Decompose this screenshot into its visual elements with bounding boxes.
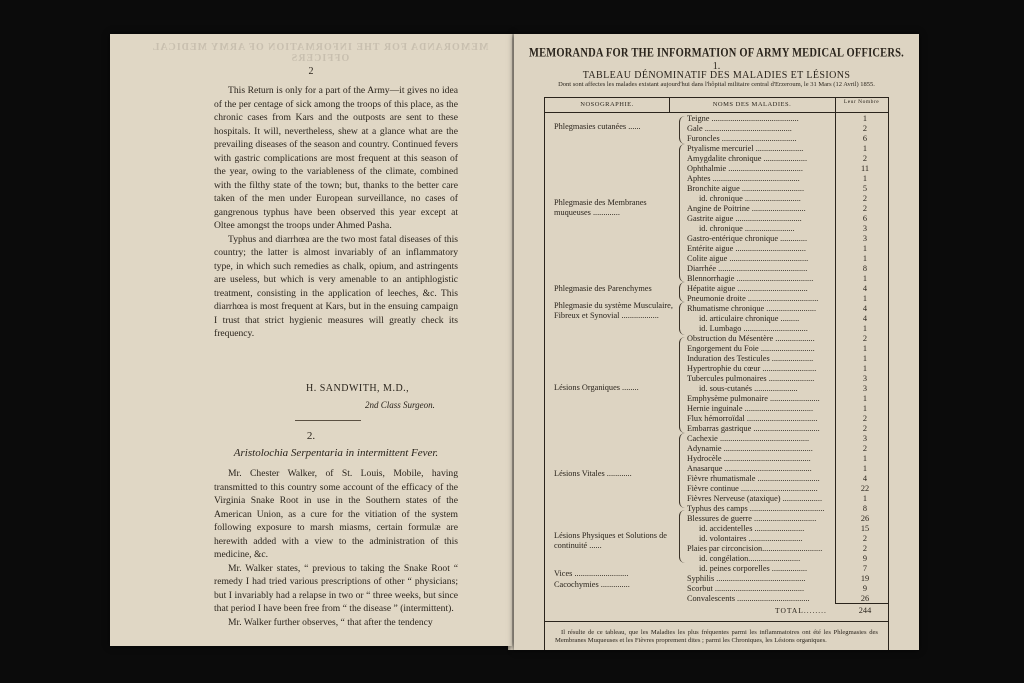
body-text-bottom [214,467,458,629]
left-page [110,34,512,646]
disease-count: 3 [862,224,868,233]
table-note: Dont sont affectes les malades existant aujourd'hui dans l'hôpital militaire central d'Erzeroum, le 31 Mars (12 Avril) 1855. [558,81,875,88]
disease-count: 2 [862,194,868,203]
disease-count: 2 [862,544,868,553]
disease-name: Typhus des camps .................................... [687,504,825,513]
disease-count: 5 [862,184,868,193]
disease-name: Gastrite aigue ................................ [687,214,802,223]
disease-name: Adynamie ........................................... [687,444,813,453]
category-label: Cacochymies .............. [554,580,630,589]
disease-name: Ophthalmie .................................... [687,164,803,173]
disease-count: 1 [862,464,868,473]
disease-name: Angine de Poitrine .......................... [687,204,806,213]
disease-name: Bronchite aigue .............................. [687,184,805,193]
disease-name: Gastro-entérique chronique ............. [687,234,808,243]
category-label: Phlegmasie des Membranes muqueuses ............. [554,198,647,217]
disease-name: Blennorrhagie ..................................... [687,274,814,283]
disease-count: 26 [860,594,870,603]
disease-count: 26 [860,514,870,523]
category-label: Lésions Organiques ........ [554,383,639,392]
disease-name: Hydrocèle .......................................... [687,454,811,463]
page-number: 2 [308,66,314,77]
paragraph: Mr. Walker further observes, “ that after the tendency [228,616,433,628]
disease-name: id. accidentelles ........................ [699,524,805,533]
disease-name: Syphilis ........................................... [687,574,806,583]
disease-count: 6 [862,214,868,223]
header-nombre: Leur Nombre [835,98,888,113]
disease-count: 2 [862,204,868,213]
category-brace [679,337,685,433]
disease-count: 7 [862,564,868,573]
disease-count: 1 [862,114,868,123]
disease-name: Anasarque .......................................... [687,464,812,473]
signature-title: 2nd Class Surgeon. [365,400,435,410]
disease-count: 1 [862,244,868,253]
disease-name: Blessures de guerre .............................. [687,514,817,523]
category-label: Lésions Physiques et Solutions de continuité ...... [554,531,667,550]
disease-count: 2 [862,124,868,133]
disease-count: 6 [862,134,868,143]
body-text-top [214,84,458,341]
header-nosographie: NOSOGRAPHIE. [545,98,669,113]
paragraph: Mr. Chester Walker, of St. Louis, Mobile, having transmitted to this country some account of the efficacy of the Virginia Snake Root in use in the Southern states of the American Union, as a cure for the vitiation of the system following exposure to marsh miasms, certain formulæ are herewith added with a view to the administration of this medicine, &c. [214,468,458,560]
section-number: 2. [306,430,316,442]
category-label: Phlegmasie du système Musculaire, Fibreux et Synovial .................. [554,301,673,320]
disease-count: 19 [860,574,870,583]
disease-name: Amygdalite chronique ..................... [687,154,808,163]
category-brace [679,302,685,335]
disease-name: Gale .......................................... [687,124,792,133]
disease-name: Hypertrophie du cœur .......................... [687,364,817,373]
disease-count: 1 [862,404,868,413]
disease-name: Colite aigue ...................................... [687,254,809,263]
disease-count: 22 [860,484,870,493]
disease-count: 9 [862,584,868,593]
disease-name: Induration des Testicules .................... [687,354,814,363]
disease-name: Pneumonie droite .................................. [687,294,819,303]
disease-count: 2 [862,444,868,453]
disease-count: 4 [862,474,868,483]
divider [295,420,361,421]
disease-count: 1 [862,354,868,363]
disease-name: id. peines corporelles ................. [699,564,808,573]
disease-name: Engorgement du Foie .......................... [687,344,815,353]
disease-name: id. sous-cutanés ..................... [699,384,798,393]
disease-count: 8 [862,504,868,513]
category-brace [679,282,685,302]
disease-name: id. articulaire chronique ......... [699,314,800,323]
disease-count: 1 [862,174,868,183]
disease-name: Cachexie ........................................... [687,434,810,443]
disease-count: 4 [862,304,868,313]
disease-count: 1 [862,494,868,503]
disease-name: Embarras gastrique ................................ [687,424,820,433]
disease-name: Obstruction du Mésentère ................... [687,334,815,343]
disease-count: 1 [862,294,868,303]
column-divider [669,98,670,112]
disease-count: 1 [862,274,868,283]
category-brace [679,433,685,508]
category-brace [679,144,685,282]
disease-name: Fièvre continue ..................................... [687,484,818,493]
disease-name: Furoncles .................................... [687,134,797,143]
disease-count: 3 [862,374,868,383]
disease-count: 2 [862,334,868,343]
paragraph: Mr. Walker states, “ previous to taking the Snake Root “ remedy I had tried various prescriptions of other “ physicians; but I invariably had a relapse in two or “ three weeks, but since that period I have been free from “ the disease ” (intermittent). [214,562,458,614]
disease-name: id. congélation......................... [699,554,801,563]
disease-name: Hépatite aigue .................................. [687,284,808,293]
table-body [545,112,888,612]
disease-count: 4 [862,314,868,323]
disease-name: Teigne .......................................... [687,114,799,123]
category-label: Vices .......................... [554,569,629,578]
disease-count: 1 [862,364,868,373]
total-rule [835,603,889,604]
disease-count: 3 [862,434,868,443]
disease-name: Scorbut ........................................... [687,584,805,593]
category-label: Lésions Vitales ............ [554,469,632,478]
disease-count: 3 [862,234,868,243]
disease-name: id. volontaires .......................... [699,534,803,543]
disease-name: Tubercules pulmonaires ...................... [687,374,815,383]
page-title: MEMORANDA FOR THE INFORMATION OF ARMY MEDICAL OFFICERS. [528,47,904,60]
disease-count: 11 [861,164,869,173]
disease-count: 1 [862,254,868,263]
disease-name: Flux hémorroïdal .................................. [687,414,818,423]
disease-count: 2 [862,534,868,543]
disease-count: 4 [862,284,868,293]
disease-count: 1 [862,454,868,463]
disease-name: Ptyalisme mercuriel ....................... [687,144,804,153]
footnote-rule [545,621,888,622]
paragraph: Typhus and diarrhœa are the two most fatal diseases of this country; the latter is almost invariably of an inflammatory type, in which such remedies as chalk, opium, and astringents are useless, but which is very amenable to an antiphlogistic treatment, consisting in the application of leeches, &c. This diarrhœa is most frequent at Kars, but in the ensuing campaign I trust that strict hygienic measures will greatly check its frequency. [214,233,458,339]
disease-name: id. chronique ........................ [699,224,795,233]
disease-name: Diarrhée ........................................... [687,264,808,273]
disease-count: 1 [862,144,868,153]
disease-count: 1 [862,344,868,353]
footnote: Il résulte de ce tableau, que les Maladies les plus fréquentes parmi les inflammatoires ont été les Phlegmasies des Membranes Muqueuses et les Fièvres proprement dites ; parmi les Chroniques, les Lésions organiques. [555,629,878,645]
disease-count: 8 [862,264,868,273]
disease-name: Plaies par circoncision............................. [687,544,823,553]
table-number: 1. [712,61,721,72]
disease-count: 2 [862,424,868,433]
disease-count: 1 [862,394,868,403]
disease-count: 2 [862,414,868,423]
disease-name: Aphtes .......................................... [687,174,800,183]
category-label: Phlegmasies cutanées ...... [554,122,641,131]
category-brace [679,510,685,563]
disease-name: Entérite aigue .................................. [687,244,806,253]
disease-name: Fièvres Nerveuse (ataxique) ................... [687,494,823,503]
disease-name: id. Lumbago ............................... [699,324,808,333]
header-noms: NOMS DES MALADIES. [669,98,835,113]
total-label: TOTAL........ [775,606,827,615]
table-title: TABLEAU DÉNOMINATIF DES MALADIES ET LÉSIONS [582,70,851,81]
right-page [514,34,919,650]
disease-name: Emphysème pulmonaire ........................ [687,394,820,403]
disease-count: 15 [860,524,870,533]
category-brace [679,116,685,144]
disease-count: 2 [862,154,868,163]
disease-name: Rhumatisme chronique ........................ [687,304,817,313]
disease-table [544,97,889,650]
disease-count: 1 [862,324,868,333]
disease-name: Fièvre rhumatismale .............................. [687,474,820,483]
total-value: 244 [858,606,872,615]
category-label: Phlegmasie des Parenchymes [554,284,652,293]
disease-count: 9 [862,554,868,563]
paragraph: This Return is only for a part of the Army—it gives no idea of the per centage of sick among the troops of this place, as the chronic cases from Kars and the outposts are sent to these hospitals. It will, nevertheless, shew at a glance what are the prevailing diseases of the season and country. Continued fevers with gastric complications are most frequent at this season of the year, owing to the variableness of the climate, combined with the filthy state of the town; but, thanks to the better care taken of the men under European surveillance, no cases of gangrenous typhus have been observed this year except at Oltee amongst the troops under Ahmed Pasha. [214,85,458,231]
disease-name: id. chronique ........................... [699,194,801,203]
bleed-through-title: MEMORANDA FOR THE INFORMATION OF ARMY MEDICAL OFFICERS [151,42,489,64]
section-title: Aristolochia Serpentaria in intermittent Fever. [233,447,439,459]
disease-count: 3 [862,384,868,393]
signature: H. SANDWITH, M.D., [306,383,410,394]
disease-name: Convalescents ................................... [687,594,810,603]
disease-name: Hernie inguinale ................................. [687,404,814,413]
